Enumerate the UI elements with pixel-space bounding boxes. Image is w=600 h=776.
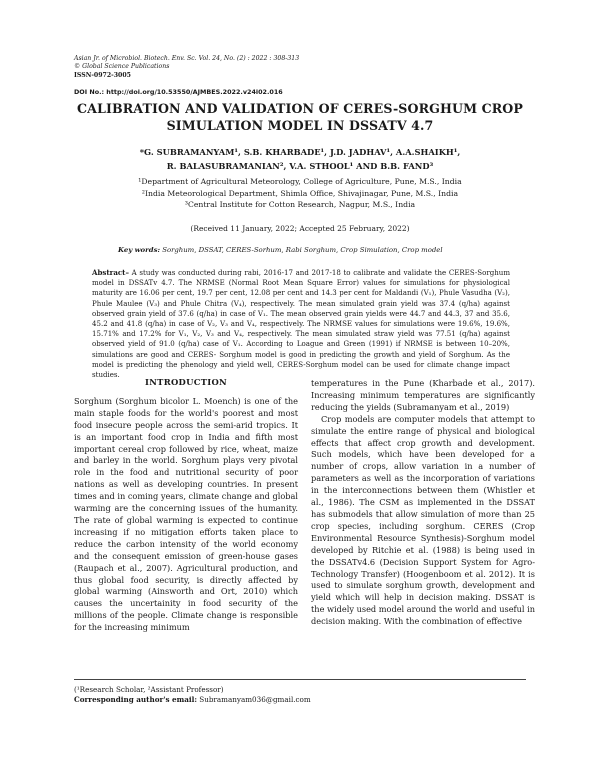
abstract-text: A study was conducted during rabi, 2016-17 and 2017-18 to calibrate and validate the CERES-Sorghum model in DSSATv 4.7. The NRMSE (Normal Root Mean Square Error) values for simulations for physiological maturity are 16.06 per cent, 19.7 per cent, 12.08 per cent and 14.3 per cent for Maldandi (V₁), Phule Vasudha (V₂), Phule Maulee (V₃) and Phule Chitra (V₄), respectively. The mean simulated grain yield was 37.4 (q/ha) against observed grain yield of 37.6 (q/ha) in case of V₁. The mean observed grain yields were 44.7 and 44.3, 37 and 35.6, 45.2 and 41.8 (q/ha) in case of V₂, V₃ and V₄, respectively. The NRMSE values for simulations were 19.6%, 19.6%, 15.71% and 17.2% for V₁, V₂, V₃ and V₄, respectively. The mean simulated straw yield was 77.51 (q/ha) against observed yield of 91.0 (q/ha) case of V₁. According to Loague and Green (1991) if NRMSE is between 10–20%, simulations are good and CERES- Sorghum model is good in predicting the growth and yield of Sorghum. As the model is predicting the phenology and yield well, CERES-Sorghum model can be used for climate change impact studies. — [92, 268, 511, 380]
keywords-label: Key words: — [118, 246, 161, 254]
left-column — [74, 377, 298, 634]
journal-issn: ISSN-0972-3005 — [74, 71, 131, 79]
corresponding-label: Corresponding author's email: — [74, 695, 197, 704]
intro-paragraph-2: Crop models are computer models that attempt to simulate the entire range of physical and biological effects that affect crop growth and development. Such models, which have been developed for a number of crops, allow variation in a number of parameters as well as the incorporation of variations in the interconnections between them (Whistler et al., 1986). The CSM as implemented in the DSSAT has submodels that allow simulation of more than 25 crop species, including sorghum. CERES (Crop Environmental Resource Synthesis)-Sorghum model developed by Ritchie et al. (1988) is being used in the DSSATv4.6 (Decision Support System for Agro-Technology Transfer) (Hoogenboom et al. 2012). It is used to simulate sorghum growth, development and yield which will help in decision making. DSSAT is the widely used model around the world and useful in decision making. With the combination of effective — [311, 413, 535, 627]
keywords-list: Sorghum, DSSAT, CERES-Sorhum, Rabi Sorghum, Crop Simulation, Crop model — [162, 246, 443, 254]
journal-citation: Asian Jr. of Microbiol. Biotech. Env. Sc. Vol. 24, No. (2) : 2022 : 308-313 — [74, 55, 300, 62]
intro-paragraph-1: Sorghum (Sorghum bicolor L. Moench) is one of the main staple foods for the world's poorest and most food insecure people across the semi-arid tropics. It is an important food crop in India and fifth most important cereal crop followed by rice, wheat, maize and barley in the world. Sorghum plays very pivotal role in the food and nutritional security of poor nations as well as developing countries. In present times and in coming years, climate change and global warming are the concerning issues of the humanity. The rate of global warming is expected to continue increasing if no mitigation efforts taken place to reduce the carbon intensity of the world economy and the consequent emission of green-house gases (Raupach et al., 2007). Agricultural production, and thus global food security, is directly affected by global warming (Ainsworth and Ort, 2010) which causes the uncertainity in food security of the millions of the people. Climate change is responsible for the increasing minimum — [74, 395, 298, 633]
footnote-corresponding — [74, 695, 311, 705]
title-line-2: SIMULATION MODEL IN DSSATV 4.7 — [166, 118, 434, 133]
affiliations — [60, 176, 540, 211]
abstract-label: Abstract– — [92, 268, 129, 277]
affiliation-1: ¹Department of Agricultural Meteorology, College of Agriculture, Pune, M.S., India — [138, 177, 462, 186]
abstract — [92, 268, 510, 380]
received-dates: (Received 11 January, 2022; Accepted 25 February, 2022) — [190, 224, 410, 233]
authors-line-1: *G. SUBRAMANYAM¹, S.B. KHARBADE¹, J.D. JADHAV¹, A.A.SHAIKH¹, — [139, 147, 461, 157]
footnote-divider — [74, 679, 526, 680]
journal-copyright: © Global Science Publications — [74, 63, 170, 71]
corresponding-email[interactable]: Subramanyam036@gmail.com — [199, 695, 311, 704]
right-column — [311, 378, 535, 628]
author-list — [80, 145, 520, 173]
doi-link[interactable]: DOI No.: http://doi.org/10.53550/AJMBES.2022.v24i02.016 — [74, 88, 283, 96]
affiliation-3: ³Central Institute for Cotton Research, Nagpur, M.S., India — [184, 200, 416, 210]
footnote-roles: (¹Research Scholar, ²Assistant Professor) — [74, 685, 224, 694]
journal-header — [74, 55, 534, 80]
paper-title — [60, 100, 540, 134]
intro-paragraph-continued: temperatures in the Pune (Kharbade et al., 2017). Increasing minimum temperatures are significantly reducing the yields (Subramanyam et al., 2019) — [311, 378, 535, 412]
section-heading-introduction: INTRODUCTION — [145, 377, 227, 387]
affiliation-2: ²India Meteorological Department, Shimla Office, Shivajinagar, Pune, M.S., India — [141, 188, 459, 198]
title-line-1: CALIBRATION AND VALIDATION OF CERES-SORGHUM CROP — [77, 101, 523, 116]
authors-line-2: R. BALASUBRAMANIAN², V.A. STHOOL¹ AND B.B. FAND³ — [166, 161, 434, 171]
footnotes — [74, 685, 311, 705]
keywords — [118, 246, 518, 254]
